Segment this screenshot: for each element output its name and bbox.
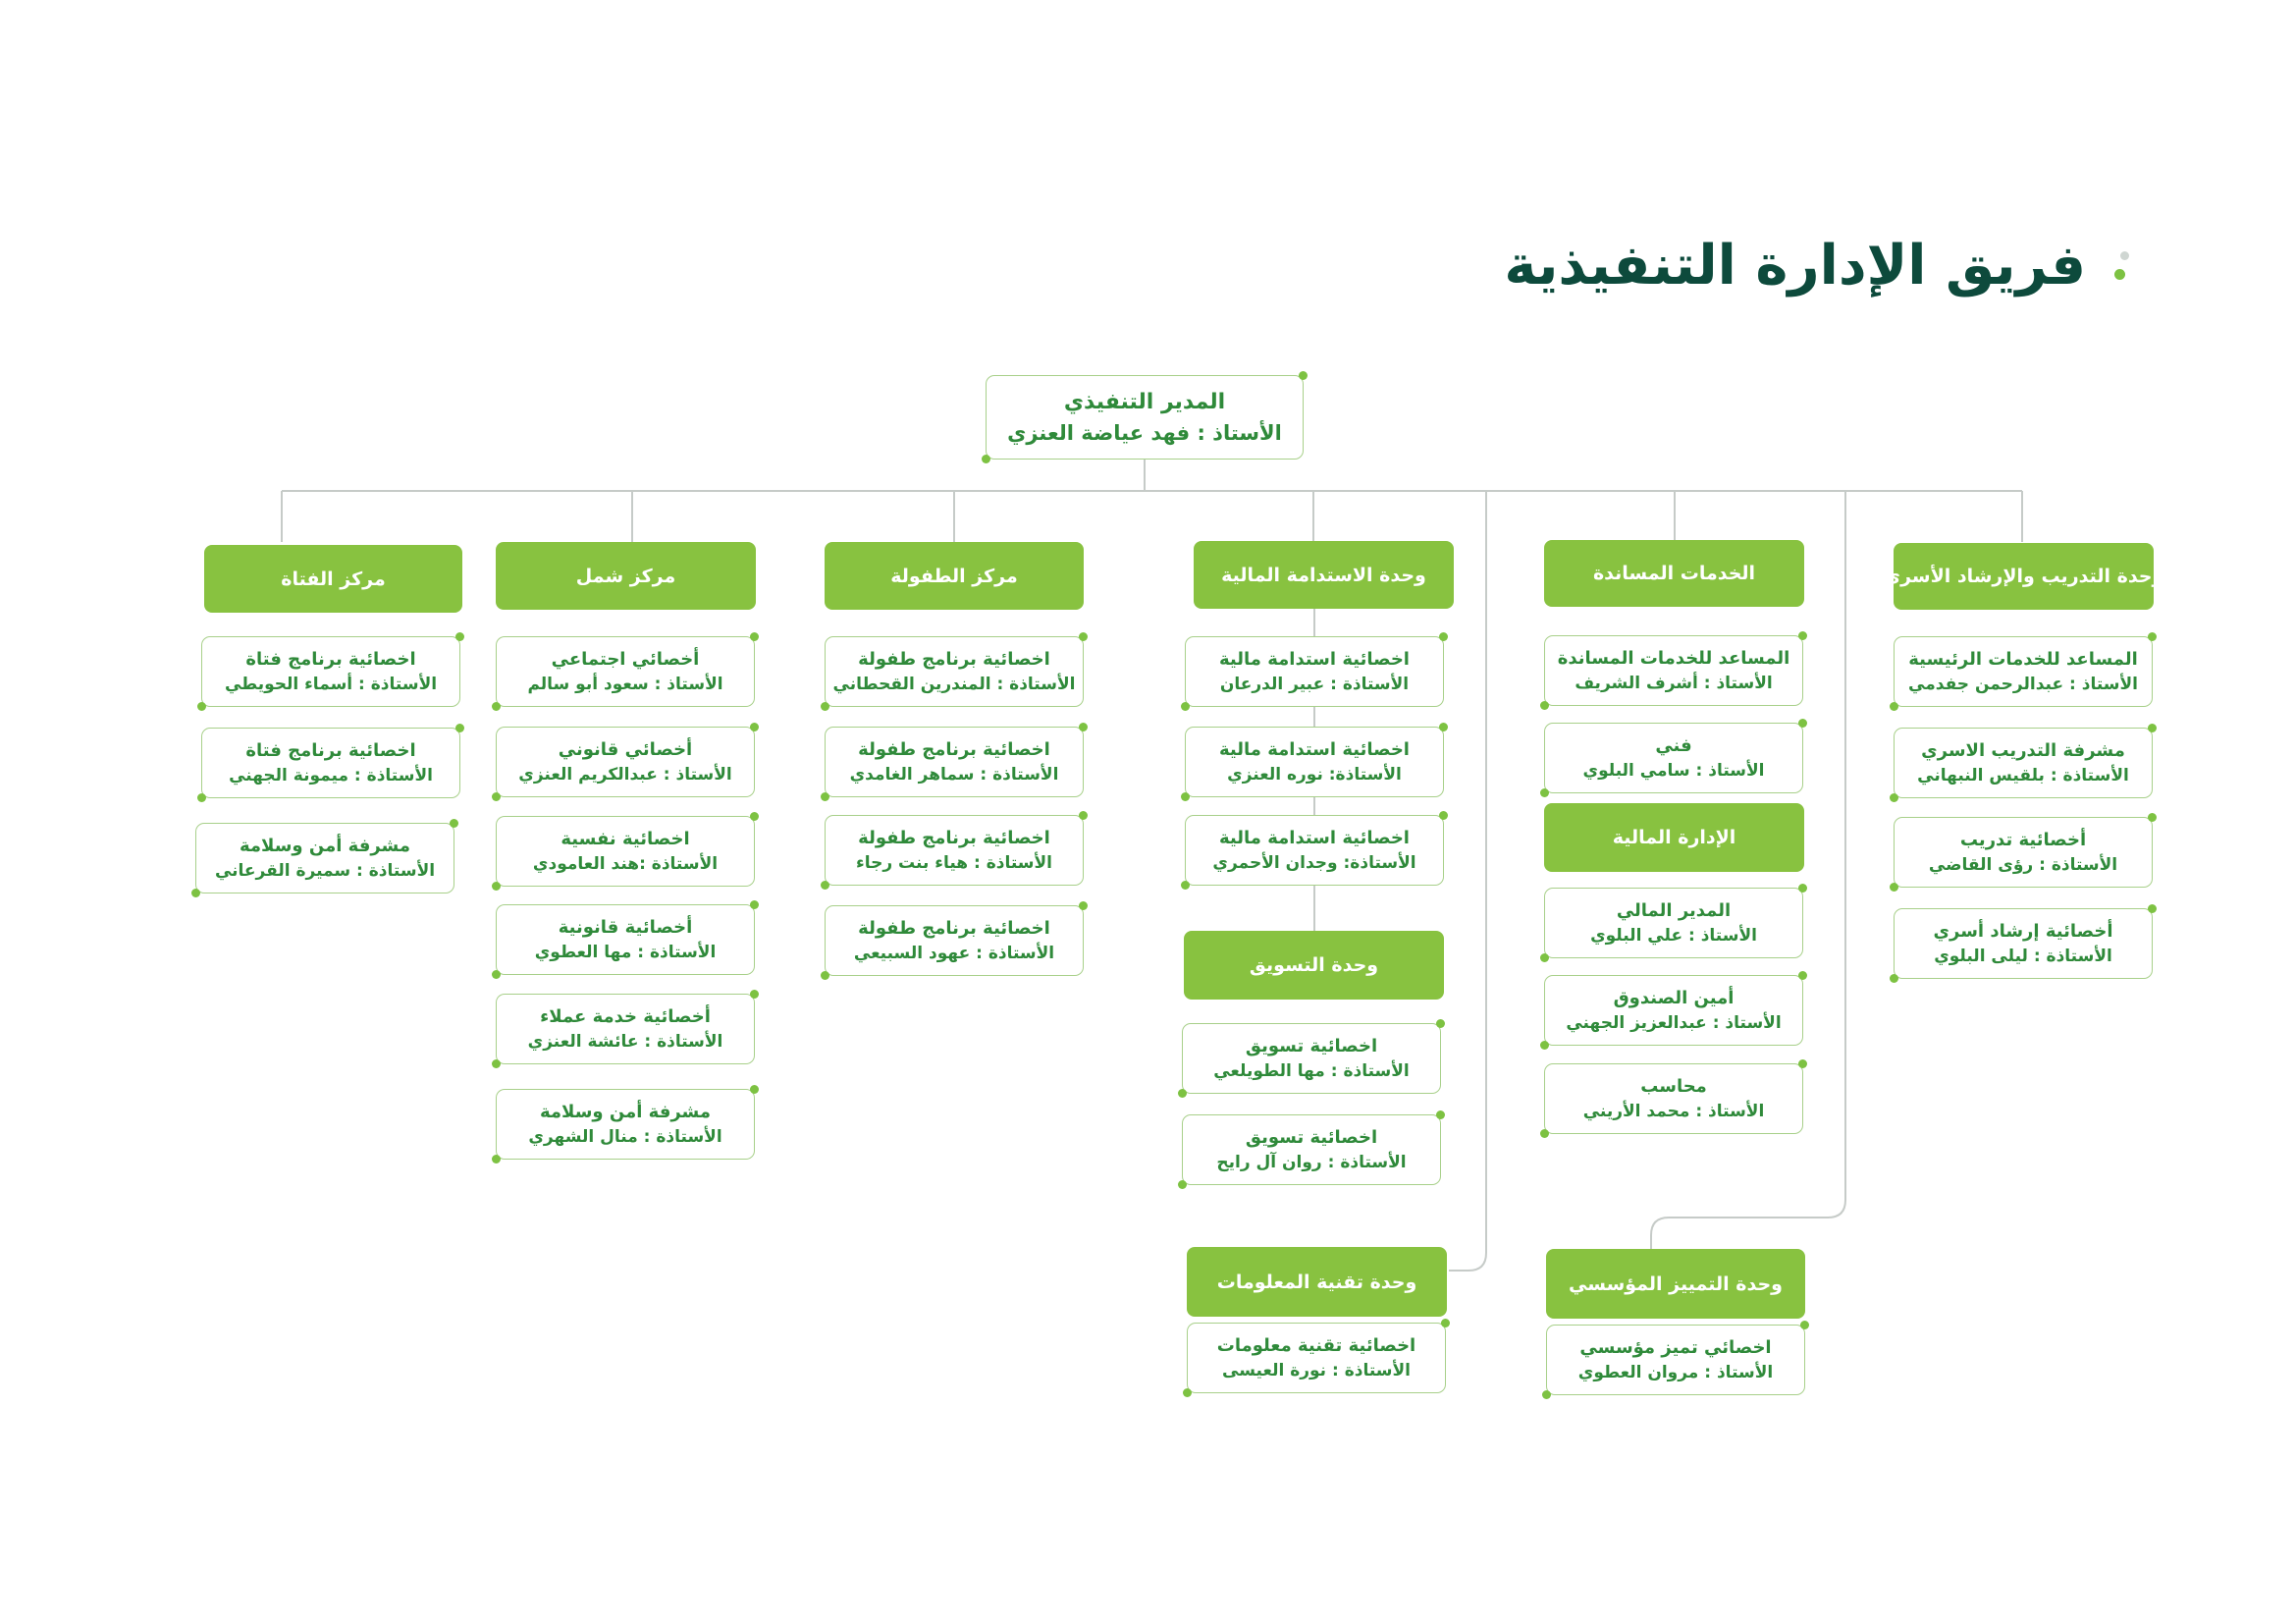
member-name: الأستاذ : سعود أبو سالم [527,674,723,694]
member-role: المساعد للخدمات المساندة [1557,647,1790,669]
member-name: الأستاذة : رؤى القاضي [1928,854,2118,875]
member-card [1544,888,1803,958]
member-role: اخصائية برنامج طفولة [858,648,1050,670]
member-role: مشرفة أمن وسلامة [239,835,411,856]
department-header: وحدة الاستدامة المالية [1194,541,1454,609]
member-name: الأستاذة : نورة العيسى [1222,1360,1411,1380]
department-header: مركز شمل [496,542,756,610]
department-header: مركز الفتاة [204,545,462,613]
member-card [1185,636,1444,707]
member-card [1182,1023,1441,1094]
member-card [1185,727,1444,797]
member-role: اخصائية برنامج فتاة [245,648,416,670]
member-role: اخصائية برنامج طفولة [858,738,1050,760]
member-name: الأستاذ : علي البلوي [1590,925,1757,946]
member-name: الأستاذة : مها العطوي [534,942,717,962]
member-name: الأستاذة : ميمونة الجهني [229,765,433,785]
department-header: وحدة تقنية المعلومات [1187,1247,1447,1317]
member-role: اخصائية برنامج فتاة [245,739,416,761]
root-card [986,375,1304,460]
member-name: الأستاذة : ليلى البلوي [1934,946,2112,966]
member-role: اخصائية تسويق [1245,1126,1378,1148]
member-card [496,1089,755,1160]
member-role: أخصائية إرشاد أسري [1933,920,2113,942]
member-role: اخصائية استدامة مالية [1219,738,1410,760]
member-role: مشرفة التدريب الاسري [1921,739,2125,761]
member-card [1894,908,2153,979]
member-name: الأستاذة : عائشة العنزي [527,1031,723,1052]
member-role: اخصائية تقنية معلومات [1216,1334,1416,1356]
member-name: الأستاذ : عبدالرحمن جفدمي [1908,674,2138,694]
member-role: فني [1655,734,1692,756]
member-name: الأستاذ : سامي البلوي [1582,760,1765,781]
member-name: الأستاذة: وجدان الأحمري [1212,852,1416,873]
member-role: اخصائية برنامج طفولة [858,827,1050,848]
member-name: الأستاذة : بلقيس النبهاني [1917,765,2129,785]
member-role: أخصائي قانوني [558,738,693,760]
member-card [496,816,755,887]
member-name: الأستاذ : أشرف الشريف [1575,673,1773,693]
member-card [496,994,755,1064]
member-role: مشرفة أمن وسلامة [539,1101,712,1122]
department-header: وحدة التدريب والإرشاد الأسري [1894,543,2154,610]
member-name: الأستاذ : مروان العطوي [1577,1362,1774,1382]
member-name: الأستاذة : روان آل رايح [1216,1152,1407,1172]
department-header: الخدمات المساندة [1544,540,1804,607]
member-role: أمين الصندوق [1613,987,1735,1008]
member-card [496,636,755,707]
member-role: اخصائية استدامة مالية [1219,827,1410,848]
member-card [201,728,460,798]
member-name: الأستاذة: نوره العنزي [1227,764,1402,785]
member-name: الأستاذة : أسماء الحويطي [224,674,438,694]
member-card [1182,1114,1441,1185]
member-name: الأستاذ : عبدالعزيز الجهني [1566,1012,1782,1033]
member-name: الأستاذة : مها الطويلعي [1213,1060,1410,1081]
member-name: الأستاذ : عبدالكريم العنزي [518,764,732,785]
member-card [1544,975,1803,1046]
member-role: أخصائي اجتماعي [551,648,700,670]
member-name: الأستاذة : المندرين القحطاني [832,674,1076,694]
member-card [1894,817,2153,888]
member-card [1894,636,2153,707]
member-card [195,823,454,893]
member-card [1185,815,1444,886]
member-card [825,636,1084,707]
department-header: الإدارة المالية [1544,803,1804,872]
member-role: أخصائية تدريب [1959,829,2087,850]
member-card [496,904,755,975]
member-role: أخصائية خدمة عملاء [540,1005,711,1027]
member-role: اخصائي تميز مؤسسي [1579,1336,1772,1358]
member-card [1544,1063,1803,1134]
department-header: مركز الطفولة [825,542,1084,610]
member-card [1546,1325,1805,1395]
member-card [1544,635,1803,706]
member-name: الأستاذة : هياء بنت رجاء [856,852,1052,873]
department-header: وحدة التمييز المؤسسي [1546,1249,1805,1319]
member-card [825,727,1084,797]
member-name: الأستاذة : عبير الدرعان [1219,674,1410,694]
member-card [201,636,460,707]
member-name: الأستاذة : سماهر الغامدي [849,764,1059,785]
member-role: محاسب [1640,1075,1707,1097]
member-card [825,905,1084,976]
member-role: المدير المالي [1616,899,1732,921]
member-name: الأستاذ : محمد الأريني [1582,1101,1765,1121]
root-person: الأستاذ : فهد عياضة العنزي [1007,420,1282,445]
member-card [1894,728,2153,798]
member-role: أخصائية قانونية [558,916,693,938]
member-name: الأستاذة :هند العامودي [532,853,719,874]
member-role: اخصائية استدامة مالية [1219,648,1410,670]
member-role: المساعد للخدمات الرئيسية [1908,648,2138,670]
member-card [496,727,755,797]
member-role: اخصائية برنامج طفولة [858,917,1050,939]
member-card [825,815,1084,886]
page-title: فريق الإدارة التنفيذية [1504,234,2086,298]
department-header: وحدة التسويق [1184,931,1444,1000]
root-role: المدير التنفيذي [1063,389,1226,414]
member-name: الأستاذة : سميرة القرعاني [214,860,436,881]
member-role: اخصائية نفسية [561,828,690,849]
member-card [1544,723,1803,793]
member-name: الأستاذة : عهود السبيعي [853,943,1055,963]
member-name: الأستاذة : منال الشهري [528,1126,722,1147]
member-role: اخصائية تسويق [1245,1035,1378,1056]
member-card [1187,1323,1446,1393]
